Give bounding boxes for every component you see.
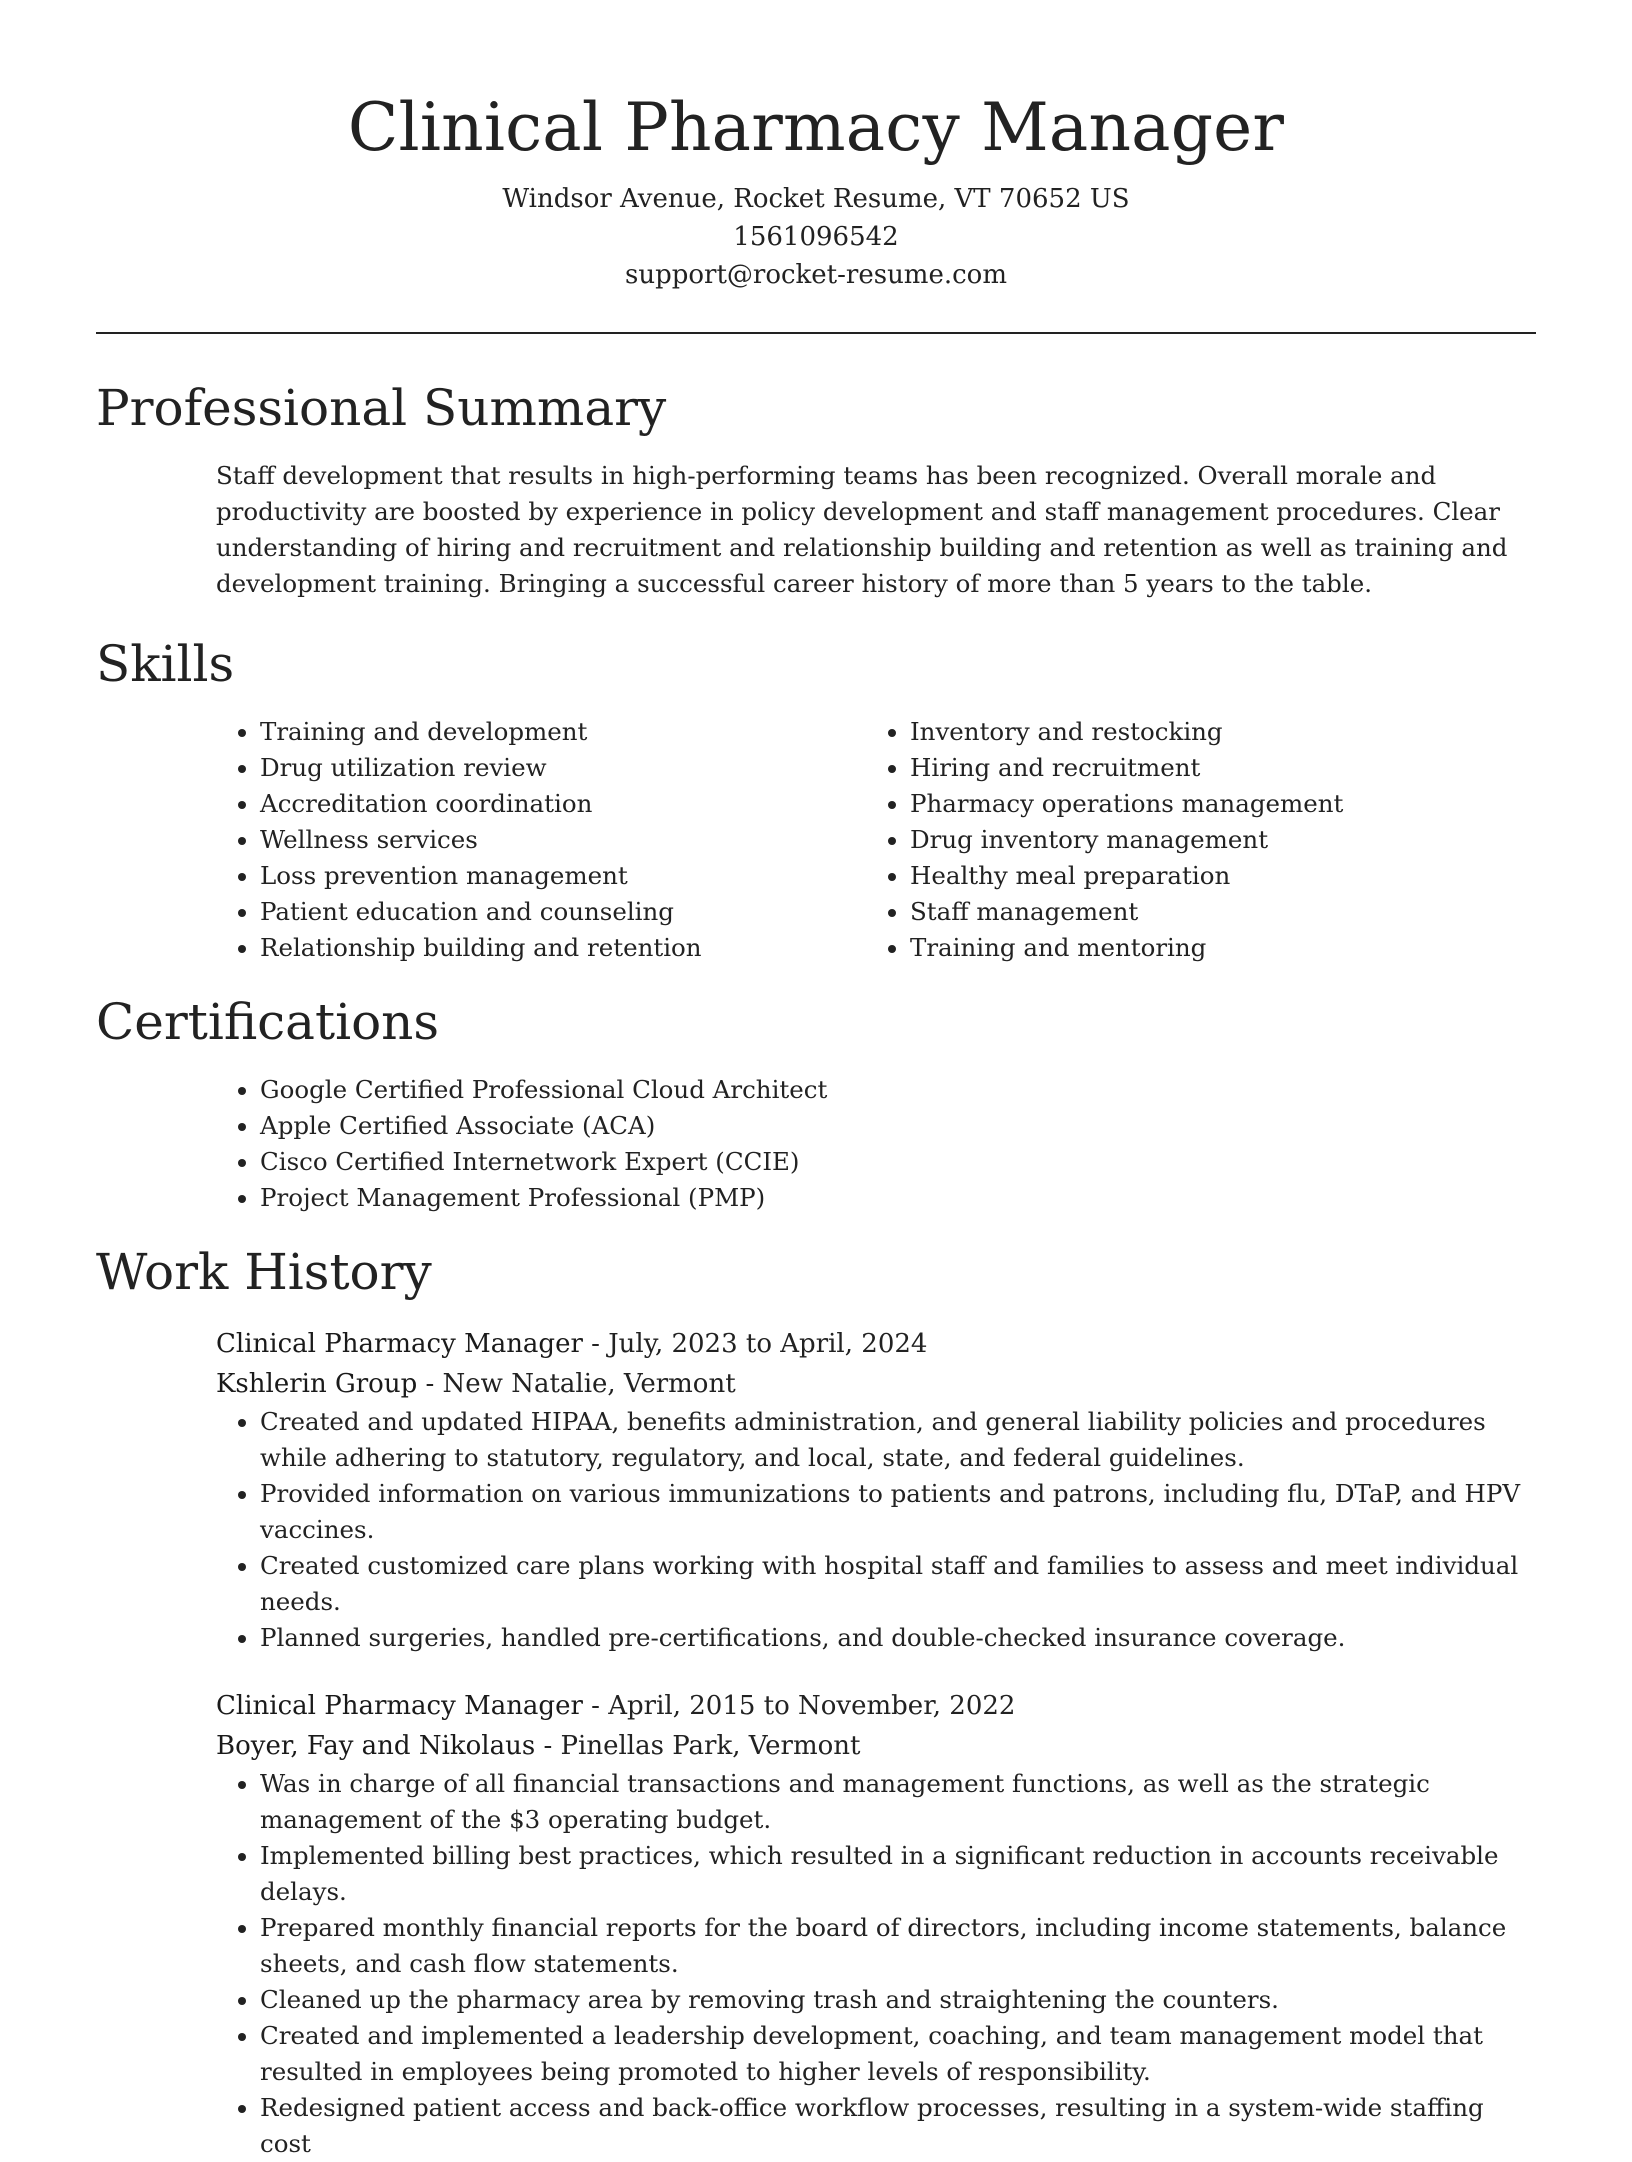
job-company: Boyer, Fay and Nikolaus bbox=[216, 1731, 536, 1761]
candidate-title: Clinical Pharmacy Manager bbox=[347, 89, 1285, 166]
job-title-line bbox=[216, 1686, 1536, 1726]
certification-item: • Google Certified Professional Cloud Architect bbox=[260, 1072, 1536, 1108]
skill-item: • Patient education and counseling bbox=[260, 894, 866, 930]
job-role: Clinical Pharmacy Manager bbox=[216, 1691, 583, 1721]
summary-text: Staff development that results in high-performing teams has been recognized. Overall morale and productivity are boosted by experience in policy development and staff management procedures. Clear understanding of hiring and recruitment and relationship building and retention as well as training and development training. Bringing a successful career history of more than 5 years to the table. bbox=[216, 461, 1508, 598]
job-company-line bbox=[216, 1726, 1536, 1766]
skill-item: • Accreditation coordination bbox=[260, 786, 866, 822]
certifications-list bbox=[216, 1072, 1536, 1216]
certifications-block bbox=[216, 1072, 1536, 1216]
contact-address: Windsor Avenue, Rocket Resume, VT 70652 US bbox=[502, 184, 1130, 214]
skill-item: • Hiring and recruitment bbox=[910, 750, 1516, 786]
skills-list-right bbox=[866, 714, 1516, 966]
job-entry bbox=[216, 1686, 1536, 2162]
job-location: - Pinellas Park, Vermont bbox=[535, 1731, 861, 1761]
skill-item: • Inventory and restocking bbox=[910, 714, 1516, 750]
job-company-line bbox=[216, 1364, 1536, 1404]
job-duty-item: • Prepared monthly financial reports for the board of directors, including income statements, balance sheets, and cash flow statements. bbox=[260, 1910, 1536, 1982]
certification-item: • Project Management Professional (PMP) bbox=[260, 1180, 1536, 1216]
job-duty-item: • Provided information on various immunizations to patients and patrons, including flu, DTaP, and HPV vaccines. bbox=[260, 1476, 1536, 1548]
job-duties-list bbox=[216, 1404, 1536, 1656]
job-duty-item: • Planned surgeries, handled pre-certifications, and double-checked insurance coverage. bbox=[260, 1620, 1536, 1656]
job-duties-list bbox=[216, 1766, 1536, 2162]
skills-column-right bbox=[866, 714, 1516, 966]
job-location: - New Natalie, Vermont bbox=[417, 1369, 736, 1399]
skill-item: • Drug inventory management bbox=[910, 822, 1516, 858]
skill-item: • Healthy meal preparation bbox=[910, 858, 1516, 894]
job-duty-item: • Created and updated HIPAA, benefits administration, and general liability policies and procedures while adhering to statutory, regulatory, and local, state, and federal guidelines. bbox=[260, 1404, 1536, 1476]
contact-block bbox=[96, 180, 1536, 294]
job-duty-item: • Redesigned patient access and back-office workflow processes, resulting in a system-wide staffing cost bbox=[260, 2090, 1536, 2162]
contact-phone: 1561096542 bbox=[733, 222, 899, 252]
certification-item: • Apple Certified Associate (ACA) bbox=[260, 1108, 1536, 1144]
job-duty-item: • Cleaned up the pharmacy area by removing trash and straightening the counters. bbox=[260, 1982, 1536, 2018]
skill-item: • Training and development bbox=[260, 714, 866, 750]
job-dates: - April, 2015 to November, 2022 bbox=[582, 1691, 1016, 1721]
resume-page bbox=[96, 0, 1536, 2162]
job-duty-item: • Created customized care plans working with hospital staff and families to assess and meet individual needs. bbox=[260, 1548, 1536, 1620]
skills-list-left bbox=[216, 714, 866, 966]
resume-header bbox=[96, 0, 1536, 294]
job-role: Clinical Pharmacy Manager bbox=[216, 1329, 583, 1359]
certifications-heading: Certifications bbox=[96, 993, 440, 1051]
job-company: Kshlerin Group bbox=[216, 1369, 418, 1399]
work-history-heading: Work History bbox=[96, 1243, 432, 1301]
certification-item: • Cisco Certified Internetwork Expert (CCIE) bbox=[260, 1144, 1536, 1180]
contact-email: support@rocket-resume.com bbox=[624, 260, 1007, 290]
job-dates: - July, 2023 to April, 2024 bbox=[582, 1329, 928, 1359]
skill-item: • Training and mentoring bbox=[910, 930, 1516, 966]
skill-item: • Wellness services bbox=[260, 822, 866, 858]
skill-item: • Relationship building and retention bbox=[260, 930, 866, 966]
summary-heading: Professional Summary bbox=[96, 379, 667, 437]
skills-columns bbox=[216, 714, 1536, 966]
skills-heading: Skills bbox=[96, 635, 235, 693]
job-title-line bbox=[216, 1324, 1536, 1364]
skill-item: • Staff management bbox=[910, 894, 1516, 930]
skills-column-left bbox=[216, 714, 866, 966]
job-duty-item: • Created and implemented a leadership development, coaching, and team management model that resulted in employees being promoted to higher levels of responsibility. bbox=[260, 2018, 1536, 2090]
skill-item: • Drug utilization review bbox=[260, 750, 866, 786]
job-duty-item: • Implemented billing best practices, which resulted in a significant reduction in accounts receivable delays. bbox=[260, 1838, 1536, 1910]
skill-item: • Loss prevention management bbox=[260, 858, 866, 894]
job-duty-item: • Was in charge of all financial transactions and management functions, as well as the strategic management of the $3 operating budget. bbox=[260, 1766, 1536, 1838]
job-entry bbox=[216, 1324, 1536, 1656]
header-divider bbox=[96, 332, 1536, 334]
skill-item: • Pharmacy operations management bbox=[910, 786, 1516, 822]
